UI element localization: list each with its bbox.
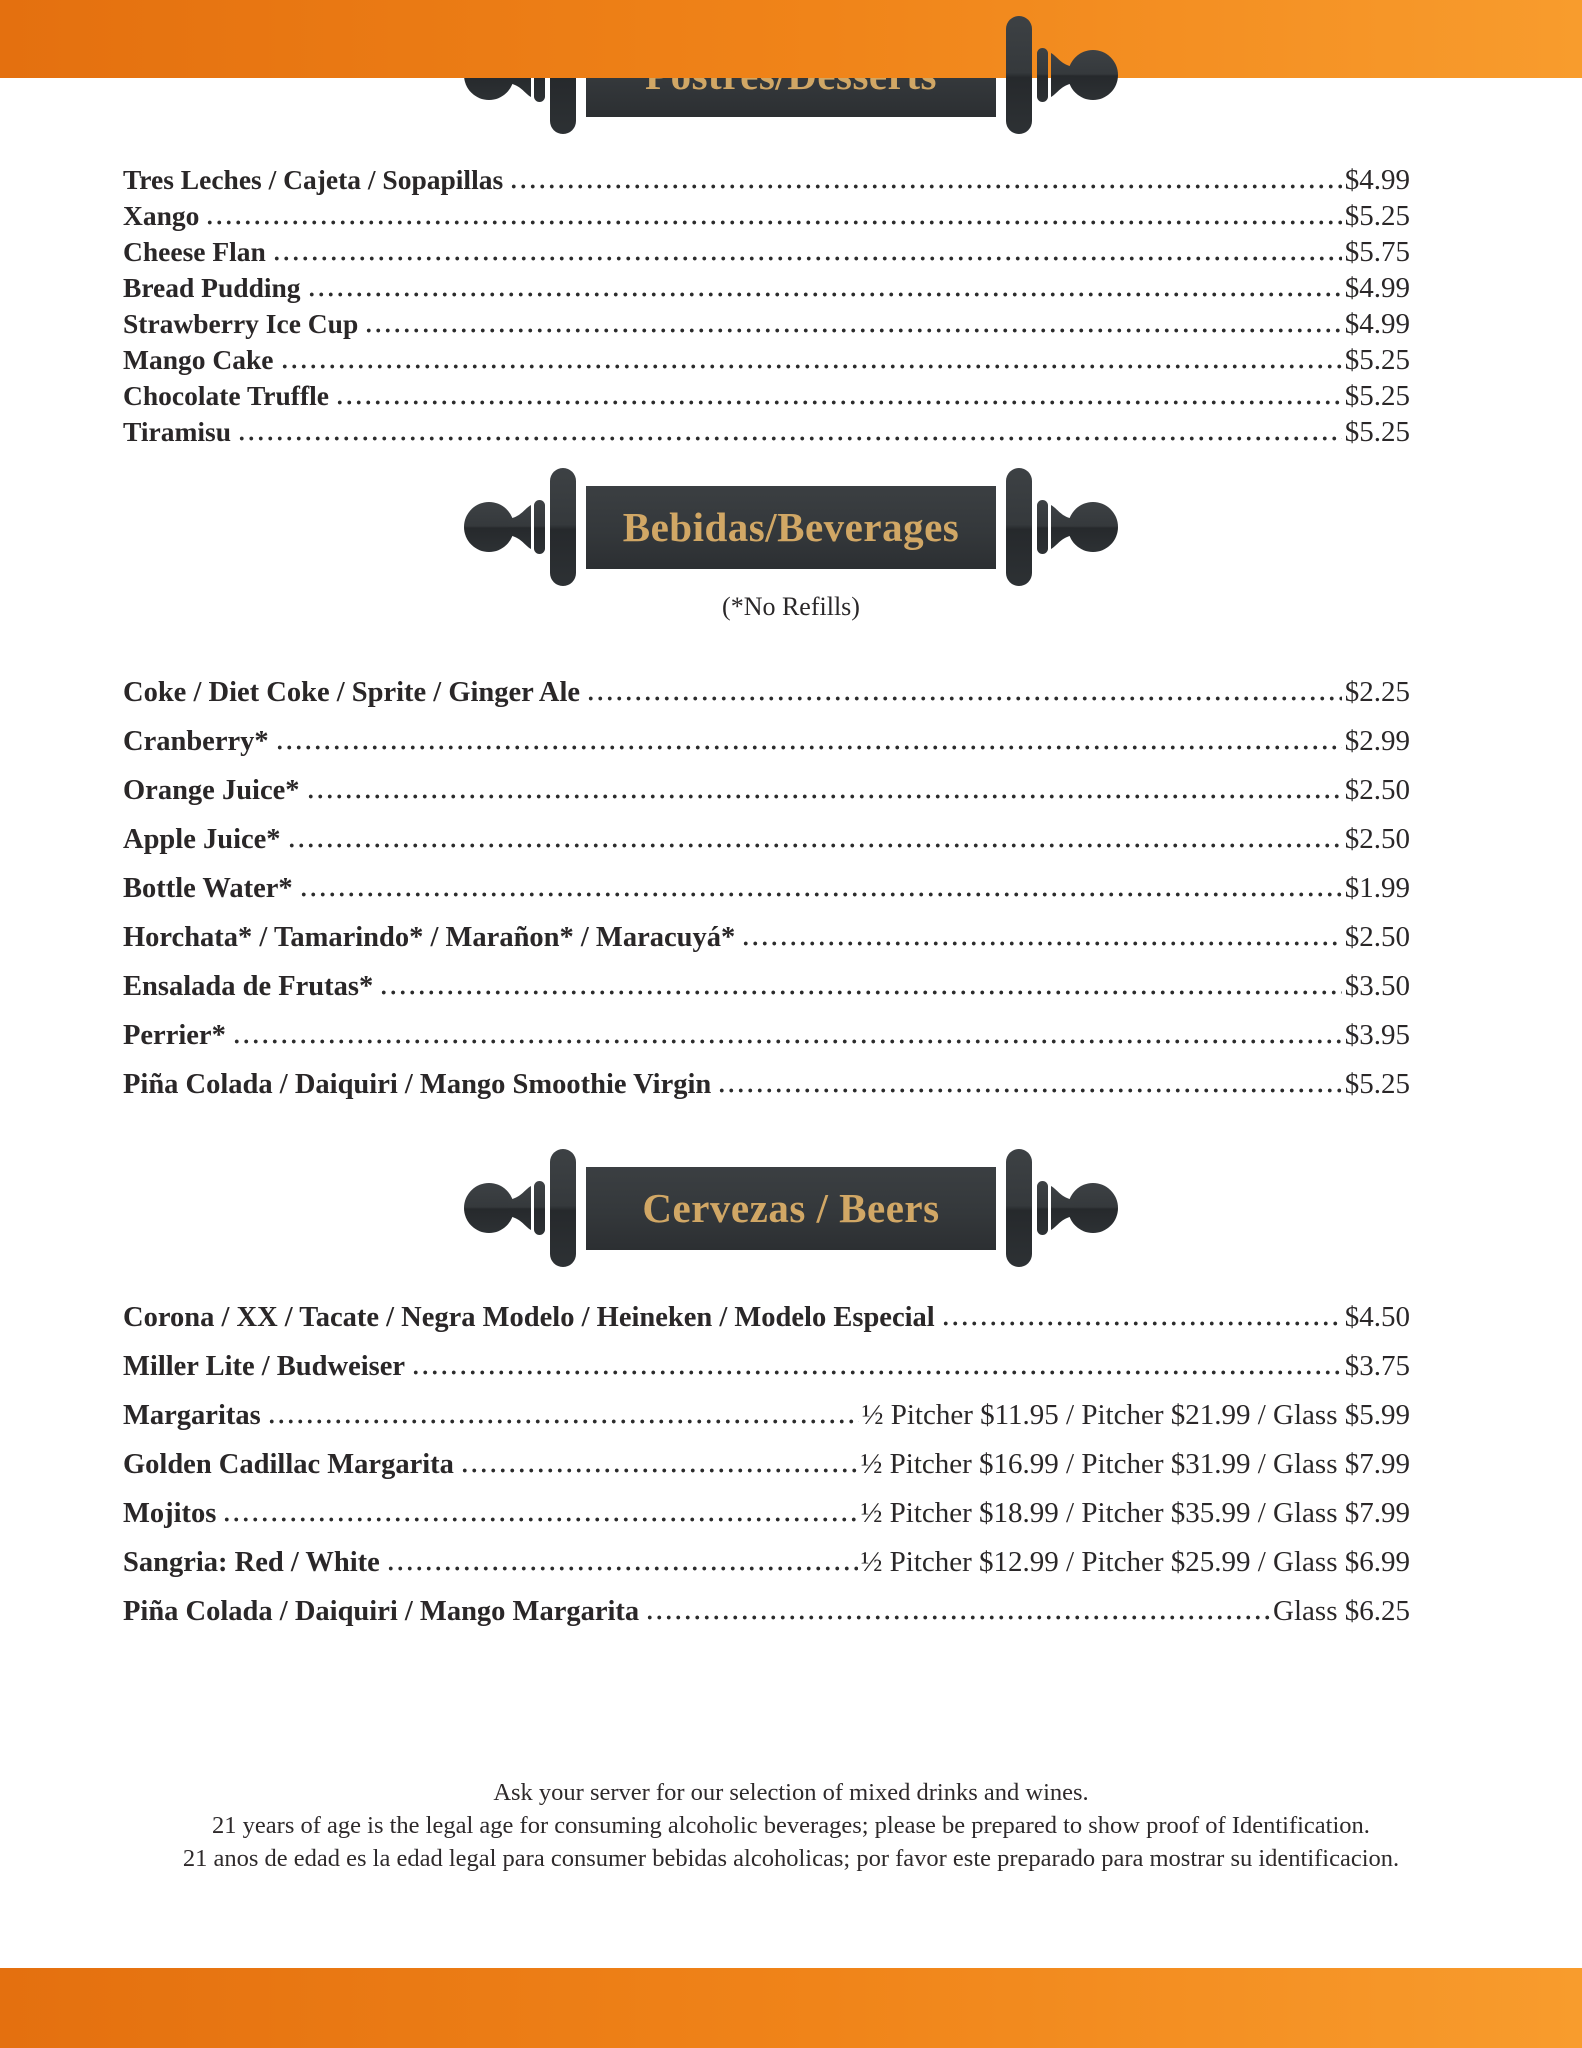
footer-line-legal-age-en: 21 years of age is the legal age for consuming alcoholic beverages; please be prepared to show proof of Identification. [212, 1812, 1370, 1839]
menu-item-price: $5.25 [1344, 1068, 1410, 1100]
dot-leader [364, 328, 1342, 333]
menu-item-name: Bread Pudding [123, 272, 301, 303]
menu-item-row [123, 921, 1410, 970]
menu-item-row [123, 1595, 1410, 1644]
dot-leader [741, 941, 1342, 946]
dot-leader [222, 1517, 857, 1522]
dot-leader [272, 256, 1342, 261]
menu-item-name: Miller Lite / Budweiser [123, 1351, 406, 1382]
menu-item-name: Strawberry Ice Cup [123, 308, 359, 339]
menu-item-name: Chocolate Truffle [123, 380, 329, 411]
dot-leader [299, 892, 1342, 897]
menu-item-name: Orange Juice* [123, 775, 300, 806]
menu-item-row [123, 1350, 1410, 1399]
menu-item-price: ½ Pitcher $18.99 / Pitcher $35.99 / Glass $7.99 [860, 1497, 1410, 1529]
dot-leader [232, 1039, 1342, 1044]
dot-leader [287, 843, 1342, 848]
footer-disclaimer [0, 1776, 1582, 1875]
menu-item-row [123, 676, 1410, 725]
menu-item-name: Piña Colada / Daiquiri / Mango Smoothie Virgin [123, 1069, 712, 1100]
menu-item-name: Sangria: Red / White [123, 1547, 380, 1578]
menu-item-row [123, 416, 1410, 452]
menu-item-row [123, 200, 1410, 236]
menu-item-price: $5.25 [1344, 416, 1410, 448]
menu-item-row [123, 970, 1410, 1019]
menu-item-name: Margaritas [123, 1400, 261, 1431]
desserts-list [0, 164, 1582, 452]
menu-item-price: $4.99 [1344, 272, 1410, 304]
menu-item-row [123, 725, 1410, 774]
dot-leader [386, 1566, 858, 1571]
dot-leader [275, 745, 1342, 750]
footer-line-mixed-drinks: Ask your server for our selection of mixed drinks and wines. [493, 1779, 1089, 1806]
footer-line-legal-age-es: 21 anos de edad es la edad legal para consumer bebidas alcoholicas; por favor este preparado para mostrar su identificacion. [182, 1845, 1400, 1872]
menu-item-price: $4.99 [1344, 164, 1410, 196]
menu-item-name: Apple Juice* [123, 824, 281, 855]
menu-item-price: ½ Pitcher $12.99 / Pitcher $25.99 / Glass $6.99 [860, 1546, 1410, 1578]
menu-item-row [123, 1497, 1410, 1546]
menu-item-row [123, 308, 1410, 344]
menu-item-row [123, 1546, 1410, 1595]
dot-leader [941, 1321, 1342, 1326]
menu-item-row [123, 1019, 1410, 1068]
menu-item-name: Corona / XX / Tacate / Negra Modelo / Heineken / Modelo Especial [123, 1302, 935, 1333]
menu-item-name: Perrier* [123, 1020, 226, 1051]
menu-item-price: $3.95 [1344, 1019, 1410, 1051]
dot-leader [335, 400, 1342, 405]
menu-item-name: Piña Colada / Daiquiri / Mango Margarita [123, 1596, 640, 1627]
beers-list [0, 1301, 1582, 1644]
menu-item-price: $2.50 [1344, 823, 1410, 855]
dot-leader [307, 292, 1342, 297]
menu-item-price: $5.25 [1344, 200, 1410, 232]
rolling-pin-handle-right-icon [1006, 1143, 1118, 1273]
dot-leader [379, 990, 1342, 995]
menu-item-price: $3.75 [1344, 1350, 1410, 1382]
menu-item-price: $4.99 [1344, 308, 1410, 340]
dot-leader [280, 364, 1342, 369]
section-header-beverages [0, 462, 1582, 592]
rolling-pin-handle-right-icon [1006, 10, 1118, 140]
menu-item-row [123, 164, 1410, 200]
menu-item-price: ½ Pitcher $16.99 / Pitcher $31.99 / Glass $7.99 [860, 1448, 1410, 1480]
menu-item-name: Mojitos [123, 1498, 217, 1529]
menu-item-row [123, 1068, 1410, 1117]
dot-leader [267, 1419, 859, 1424]
section-title: Bebidas/Beverages [622, 504, 960, 550]
menu-item-row [123, 823, 1410, 872]
dot-leader [237, 436, 1342, 441]
dot-leader [411, 1370, 1342, 1375]
bottom-orange-border [0, 1968, 1582, 2048]
dot-leader [717, 1088, 1341, 1093]
dot-leader [509, 184, 1342, 189]
section-title-banner [586, 486, 996, 569]
menu-item-price: ½ Pitcher $11.95 / Pitcher $21.99 / Glass $5.99 [861, 1399, 1410, 1431]
menu-item-price: $2.50 [1344, 774, 1410, 806]
menu-item-name: Mango Cake [123, 344, 274, 375]
menu-item-price: $5.25 [1344, 380, 1410, 412]
menu-item-price: $5.75 [1344, 236, 1410, 268]
menu-item-price: $3.50 [1344, 970, 1410, 1002]
menu-item-row [123, 236, 1410, 272]
menu-item-row [123, 1301, 1410, 1350]
rolling-pin-handle-left-icon [464, 1143, 576, 1273]
menu-item-row [123, 272, 1410, 308]
section-title: Cervezas / Beers [642, 1185, 940, 1231]
menu-item-row [123, 344, 1410, 380]
rolling-pin-handle-left-icon [464, 462, 576, 592]
section-header-beers [0, 1143, 1582, 1273]
dot-leader [205, 220, 1341, 225]
menu-item-price: $2.25 [1344, 676, 1410, 708]
menu-item-row [123, 1399, 1410, 1448]
rolling-pin-handle-right-icon [1006, 462, 1118, 592]
menu-item-name: Coke / Diet Coke / Sprite / Ginger Ale [123, 677, 581, 708]
beverages-list [0, 676, 1582, 1117]
menu-item-name: Cheese Flan [123, 236, 266, 267]
no-refills-note: (*No Refills) [722, 592, 860, 621]
dot-leader [645, 1615, 1270, 1620]
menu-item-name: Xango [123, 200, 200, 231]
menu-item-row [123, 774, 1410, 823]
top-orange-border [0, 0, 1582, 78]
dot-leader [586, 696, 1342, 701]
menu-item-price: $2.50 [1344, 921, 1410, 953]
menu-item-row [123, 380, 1410, 416]
menu-item-name: Cranberry* [123, 726, 269, 757]
menu-item-price: $4.50 [1344, 1301, 1410, 1333]
menu-item-name: Tres Leches / Cajeta / Sopapillas [123, 164, 504, 195]
menu-item-row [123, 1448, 1410, 1497]
menu-item-price: $5.25 [1344, 344, 1410, 376]
section-title-banner [586, 1167, 996, 1250]
menu-item-row [123, 872, 1410, 921]
dot-leader [460, 1468, 858, 1473]
menu-item-price: $2.99 [1344, 725, 1410, 757]
menu-item-name: Golden Cadillac Margarita [123, 1449, 454, 1480]
menu-item-name: Horchata* / Tamarindo* / Marañon* / Maracuyá* [123, 922, 736, 953]
menu-item-price: Glass $6.25 [1273, 1595, 1410, 1627]
menu-item-name: Tiramisu [123, 416, 231, 447]
menu-item-price: $1.99 [1344, 872, 1410, 904]
menu-item-name: Bottle Water* [123, 873, 293, 904]
menu-item-name: Ensalada de Frutas* [123, 971, 374, 1002]
dot-leader [306, 794, 1342, 799]
